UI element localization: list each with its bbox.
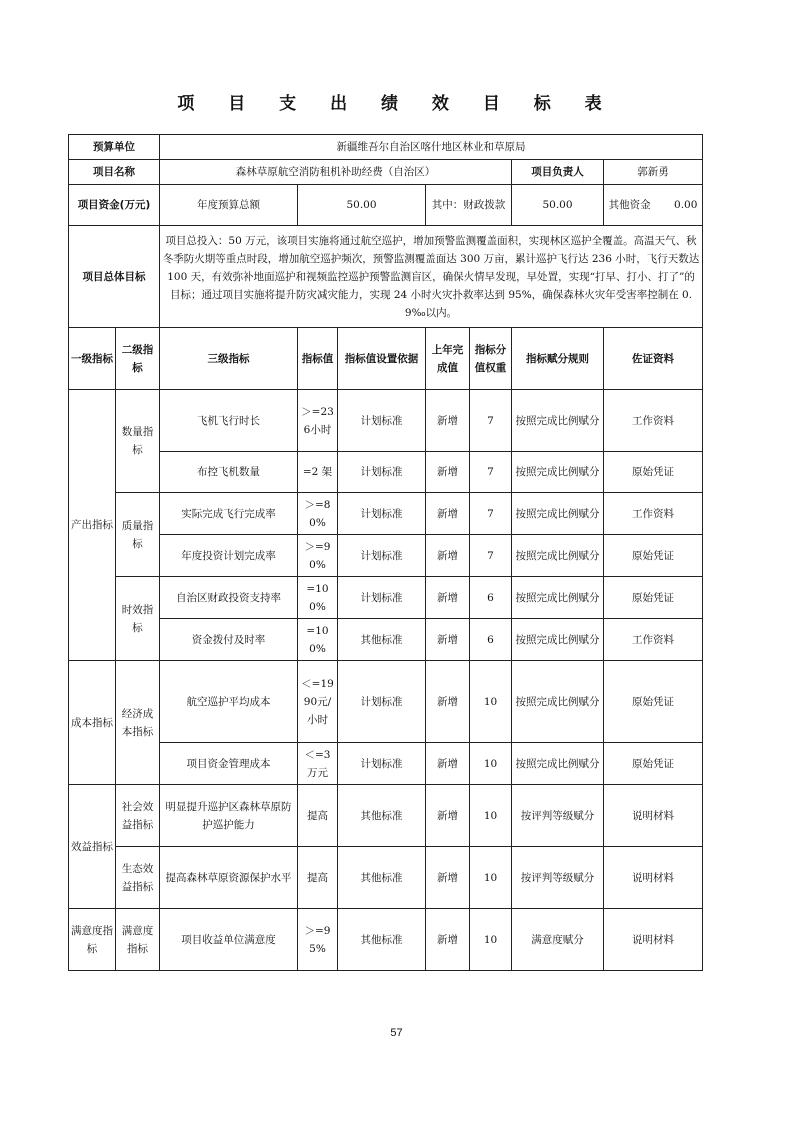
indicator-value: ＞=95% [298, 909, 338, 971]
indicator-weight: 10 [470, 909, 512, 971]
budget-unit-value: 新疆维吾尔自治区喀什地区林业和草原局 [160, 135, 703, 160]
indicator-value: ＜=1990元/小时 [298, 661, 338, 743]
indicator-value: 提高 [298, 847, 338, 909]
indicator-value: ＞=236小时 [298, 390, 338, 452]
col-level1: 一级指标 [69, 328, 116, 390]
col-last-year: 上年完成值 [426, 328, 470, 390]
indicator-last-year: 新增 [426, 452, 470, 493]
col-level2: 二级指标 [116, 328, 160, 390]
table-row [69, 743, 703, 785]
indicator-name: 航空巡护平均成本 [160, 661, 298, 743]
fiscal-allocation-label: 其中：财政拨款 [426, 185, 512, 226]
indicator-name: 明显提升巡护区森林草原防护巡护能力 [160, 785, 298, 847]
indicator-basis: 计划标准 [338, 743, 426, 785]
indicator-basis: 其他标准 [338, 619, 426, 661]
col-evidence: 佐证资料 [604, 328, 703, 390]
indicator-evidence: 原始凭证 [604, 452, 703, 493]
level2-timeliness: 时效指标 [116, 577, 160, 661]
indicator-name: 年度投资计划完成率 [160, 535, 298, 577]
level1-output: 产出指标 [69, 390, 116, 661]
indicator-evidence: 工作资料 [604, 619, 703, 661]
indicator-last-year: 新增 [426, 661, 470, 743]
indicator-name: 布控飞机数量 [160, 452, 298, 493]
performance-target-table [68, 134, 703, 971]
project-name-label: 项目名称 [69, 160, 160, 185]
col-level3: 三级指标 [160, 328, 298, 390]
other-funds-cell [604, 185, 703, 226]
indicator-weight: 6 [470, 619, 512, 661]
annual-budget-label: 年度预算总额 [160, 185, 298, 226]
level1-satisfaction: 满意度指标 [69, 909, 116, 971]
indicator-basis: 计划标准 [338, 390, 426, 452]
project-name-value: 森林草原航空消防租机补助经费（自治区） [160, 160, 512, 185]
indicator-name: 自治区财政投资支持率 [160, 577, 298, 619]
level1-cost: 成本指标 [69, 661, 116, 785]
indicator-name: 项目收益单位满意度 [160, 909, 298, 971]
indicator-rule: 按照完成比例赋分 [512, 619, 604, 661]
other-funds-label: 其他资金 [608, 199, 651, 211]
level2-economic: 经济成本指标 [116, 661, 160, 785]
indicator-rule: 按照完成比例赋分 [512, 661, 604, 743]
table-row [69, 577, 703, 619]
project-funds-label: 项目资金(万元) [69, 185, 160, 226]
level2-ecological: 生态效益指标 [116, 847, 160, 909]
indicator-name: 资金拨付及时率 [160, 619, 298, 661]
indicator-rule: 按评判等级赋分 [512, 785, 604, 847]
indicator-last-year: 新增 [426, 535, 470, 577]
indicator-last-year: 新增 [426, 619, 470, 661]
indicator-evidence: 工作资料 [604, 493, 703, 535]
other-funds-value: 0.00 [674, 199, 698, 211]
indicator-value: 提高 [298, 785, 338, 847]
indicator-weight: 7 [470, 390, 512, 452]
table-row [69, 847, 703, 909]
indicator-value: =2 架 [298, 452, 338, 493]
indicator-weight: 7 [470, 535, 512, 577]
table-row [69, 785, 703, 847]
level2-quantity: 数量指标 [116, 390, 160, 493]
col-weight: 指标分值权重 [470, 328, 512, 390]
indicator-basis: 其他标准 [338, 847, 426, 909]
indicator-value: ＜=3 万元 [298, 743, 338, 785]
project-funds-row [69, 185, 703, 226]
indicator-last-year: 新增 [426, 577, 470, 619]
overall-goal-label: 项目总体目标 [69, 226, 160, 328]
indicator-evidence: 原始凭证 [604, 577, 703, 619]
col-basis: 指标值设置依据 [338, 328, 426, 390]
indicator-rule: 满意度赋分 [512, 909, 604, 971]
indicator-rule: 按照完成比例赋分 [512, 743, 604, 785]
indicator-basis: 计划标准 [338, 493, 426, 535]
indicator-basis: 计划标准 [338, 452, 426, 493]
table-row [69, 619, 703, 661]
overall-goal-text: 项目总投入：50 万元，该项目实施将通过航空巡护，增加预警监测覆盖面积，实现林区巡护全覆盖。高温天气、秋冬季防火期等重点时段，增加航空巡护频次，预警监测覆盖面达 300 万亩，累计巡护飞行达 236 小时，飞行天数达 100 天，有效弥补地面巡护和视频监控巡护预警监测盲区，确保火情早发现，早处置，实现“打早、打小、打了”的目标；通过项目实施将提升防灾减灾能力，实现 24 小时火灾扑救率达到 95%，确保森林火灾年受害率控制在 0.9‰以内。 [160, 226, 703, 328]
col-value: 指标值 [298, 328, 338, 390]
budget-unit-row [69, 135, 703, 160]
indicator-value: =100% [298, 619, 338, 661]
indicator-name: 提高森林草原资源保护水平 [160, 847, 298, 909]
indicator-last-year: 新增 [426, 785, 470, 847]
indicator-weight: 10 [470, 785, 512, 847]
project-leader-value: 郭新勇 [604, 160, 703, 185]
indicator-weight: 10 [470, 661, 512, 743]
table-row [69, 493, 703, 535]
page-title: 项 目 支 出 绩 效 目 标 表 [177, 94, 616, 114]
indicator-name: 飞机飞行时长 [160, 390, 298, 452]
indicator-evidence: 说明材料 [604, 847, 703, 909]
level2-quality: 质量指标 [116, 493, 160, 577]
indicator-last-year: 新增 [426, 493, 470, 535]
indicator-rule: 按照完成比例赋分 [512, 390, 604, 452]
indicator-basis: 其他标准 [338, 785, 426, 847]
indicator-rule: 按照完成比例赋分 [512, 493, 604, 535]
table-row [69, 452, 703, 493]
indicator-value: ＞=90% [298, 535, 338, 577]
fiscal-allocation-value: 50.00 [512, 185, 604, 226]
indicator-basis: 其他标准 [338, 909, 426, 971]
col-rule: 指标赋分规则 [512, 328, 604, 390]
indicator-last-year: 新增 [426, 909, 470, 971]
indicator-name: 实际完成飞行完成率 [160, 493, 298, 535]
indicator-evidence: 原始凭证 [604, 535, 703, 577]
indicator-weight: 10 [470, 743, 512, 785]
level2-social: 社会效益指标 [116, 785, 160, 847]
column-header-row [69, 328, 703, 390]
overall-goal-row [69, 226, 703, 328]
page-number: 57 [390, 1027, 403, 1039]
indicator-evidence: 原始凭证 [604, 661, 703, 743]
indicator-evidence: 原始凭证 [604, 743, 703, 785]
budget-unit-label: 预算单位 [69, 135, 160, 160]
table-row [69, 909, 703, 971]
indicator-weight: 6 [470, 577, 512, 619]
indicator-rule: 按评判等级赋分 [512, 847, 604, 909]
indicator-rule: 按照完成比例赋分 [512, 577, 604, 619]
indicator-rule: 按照完成比例赋分 [512, 452, 604, 493]
table-row [69, 390, 703, 452]
level2-satisfaction: 满意度指标 [116, 909, 160, 971]
table-row [69, 661, 703, 743]
indicator-basis: 计划标准 [338, 535, 426, 577]
indicator-weight: 10 [470, 847, 512, 909]
indicator-value: ＞=80% [298, 493, 338, 535]
indicator-basis: 计划标准 [338, 661, 426, 743]
indicator-basis: 计划标准 [338, 577, 426, 619]
indicator-value: =100% [298, 577, 338, 619]
project-leader-label: 项目负责人 [512, 160, 604, 185]
indicator-evidence: 说明材料 [604, 785, 703, 847]
indicator-rule: 按照完成比例赋分 [512, 535, 604, 577]
annual-budget-value: 50.00 [298, 185, 426, 226]
indicator-evidence: 说明材料 [604, 909, 703, 971]
indicator-last-year: 新增 [426, 743, 470, 785]
indicator-last-year: 新增 [426, 390, 470, 452]
indicator-weight: 7 [470, 452, 512, 493]
indicator-weight: 7 [470, 493, 512, 535]
level1-benefit: 效益指标 [69, 785, 116, 909]
indicator-name: 项目资金管理成本 [160, 743, 298, 785]
table-row [69, 535, 703, 577]
indicator-evidence: 工作资料 [604, 390, 703, 452]
project-name-row [69, 160, 703, 185]
indicator-last-year: 新增 [426, 847, 470, 909]
